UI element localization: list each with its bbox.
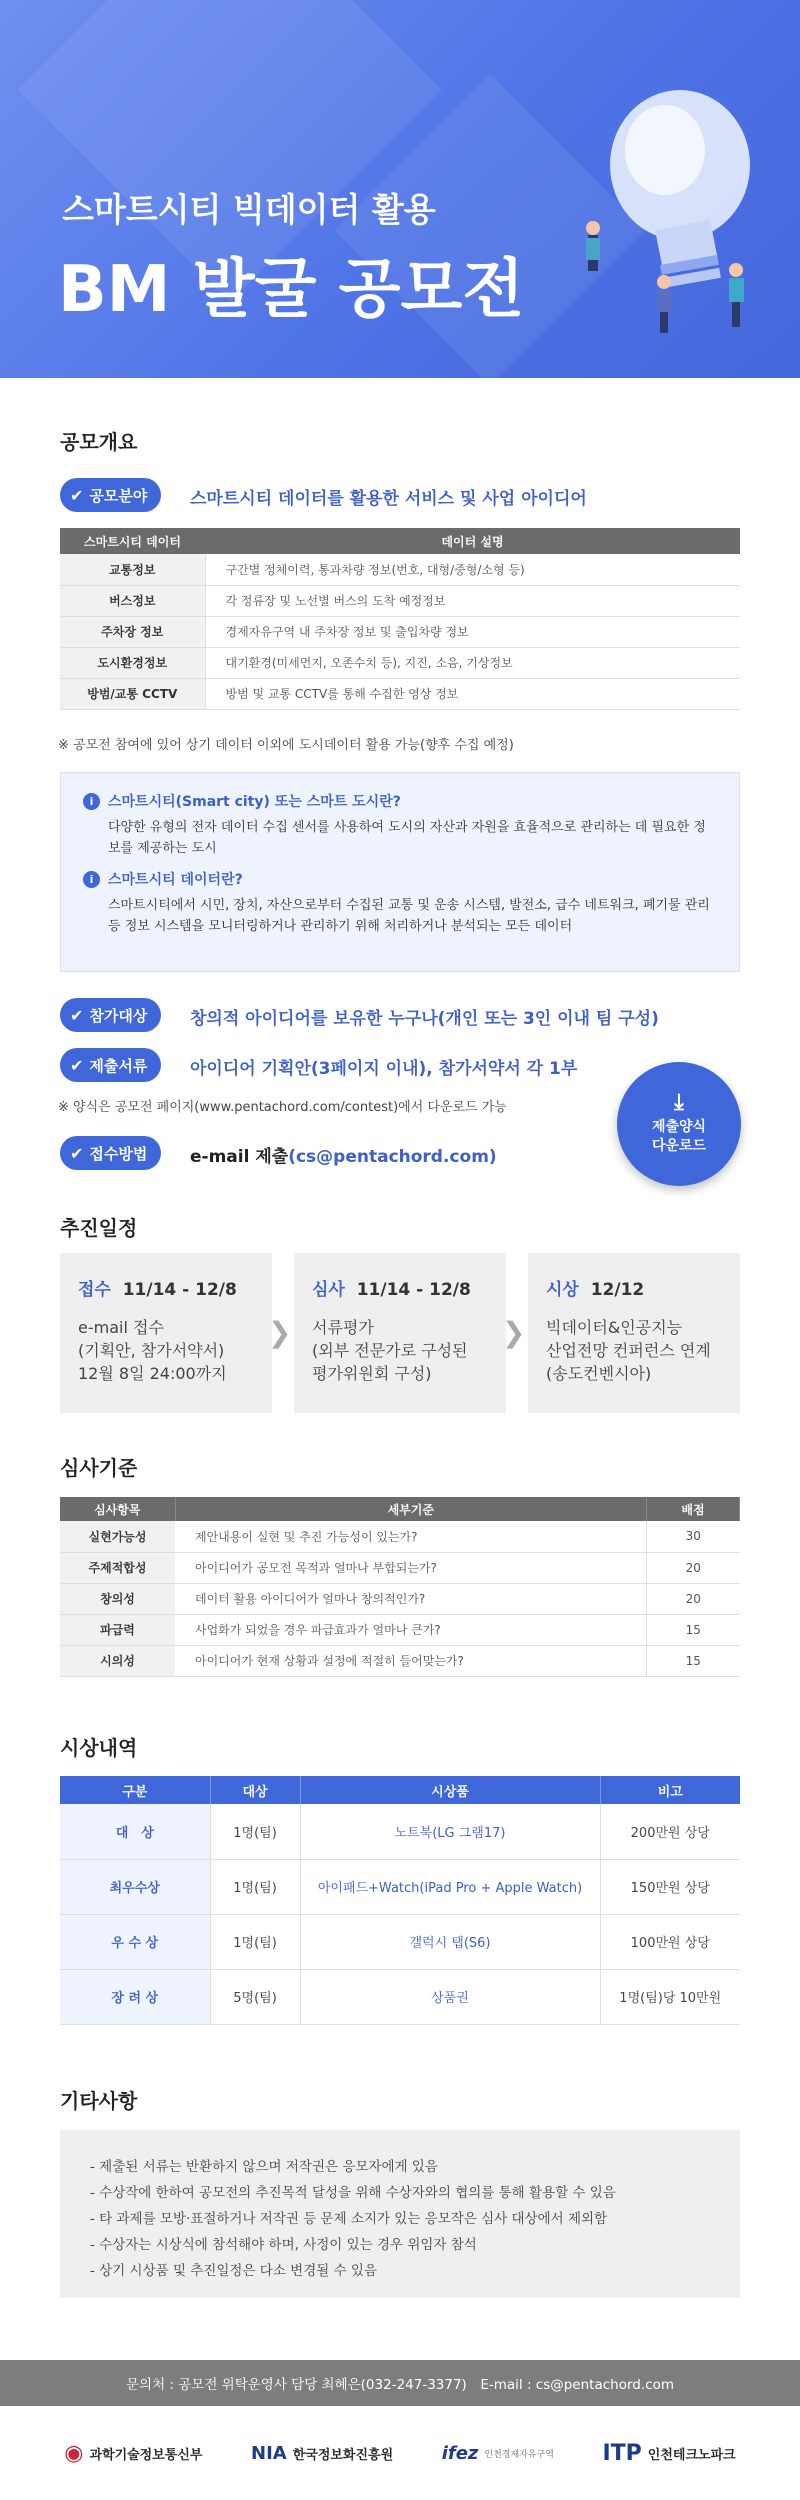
schedule-step: 접수 11/14 - 12/8 e-mail 접수 (기획안, 참가서약서) 12월 8일 24:00까지 bbox=[60, 1253, 272, 1413]
table-header: 데이터 설명 bbox=[205, 528, 740, 554]
info-icon: i bbox=[83, 793, 100, 810]
table-row: 주제적합성 아이디어가 공모전 목적과 얼마나 부합되는가? 20 bbox=[60, 1552, 740, 1583]
list-item: - 상기 시상품 및 추진일정은 다소 변경될 수 있음 bbox=[90, 2263, 377, 2279]
chevron-right-icon: ❯ bbox=[502, 1316, 526, 1349]
awards-heading: 시상내역 bbox=[60, 1736, 138, 1760]
criteria-table bbox=[60, 1497, 740, 1677]
download-form-button[interactable]: ⤓ 제출양식 다운로드 bbox=[617, 1062, 741, 1186]
itp-logo: ITP 인천테크노파크 bbox=[602, 2440, 736, 2466]
table-header: 세부기준 bbox=[175, 1497, 647, 1521]
data-note: ※ 공모전 참여에 있어 상기 데이터 이외에 도시데이터 활용 가능(향후 수집 예정) bbox=[58, 738, 514, 753]
etc-box bbox=[60, 2130, 740, 2298]
table-row: 실현가능성 제안내용이 실현 및 추진 가능성이 있는가? 30 bbox=[60, 1521, 740, 1552]
table-row: 창의성 데이터 활용 아이디어가 얼마나 창의적인가? 20 bbox=[60, 1583, 740, 1614]
info-title: 스마트시티(Smart city) 또는 스마트 도시란? bbox=[108, 794, 401, 810]
info-title: 스마트시티 데이터란? bbox=[108, 872, 243, 888]
table-header: 시상품 bbox=[300, 1776, 600, 1804]
docs-note: ※ 양식은 공모전 페이지(www.pentachord.com/contest)에서 다운로드 가능 bbox=[58, 1100, 507, 1115]
footer-contact: 문의처 : 공모전 위탁운영사 담당 최혜은(032-247-3377) E-mail : cs@pentachord.com bbox=[0, 2360, 800, 2406]
awards-table bbox=[60, 1776, 740, 2025]
list-item: - 제출된 서류는 반환하지 않으며 저작권은 응모자에게 있음 bbox=[90, 2159, 438, 2175]
table-row: 방범/교통 CCTV 방범 및 교통 CCTV를 통해 수집한 영상 정보 bbox=[60, 678, 740, 709]
target-text: 창의적 아이디어를 보유한 누구나(개인 또는 3인 이내 팀 구성) bbox=[190, 1009, 659, 1029]
check-icon: ✔ bbox=[70, 1005, 84, 1025]
check-icon: ✔ bbox=[70, 1143, 84, 1163]
ifez-logo: ifez 인천경제자유구역 bbox=[441, 2442, 554, 2464]
info-icon: i bbox=[83, 871, 100, 888]
data-table bbox=[60, 528, 740, 710]
overview-heading: 공모개요 bbox=[60, 430, 138, 454]
table-header: 배점 bbox=[647, 1497, 740, 1521]
download-icon: ⤓ bbox=[674, 1089, 684, 1115]
table-header: 대상 bbox=[210, 1776, 300, 1804]
table-row: 최우수상 1명(팀) 아이패드+Watch(iPad Pro + Apple Watch) 150만원 상당 bbox=[60, 1859, 740, 1914]
method-label-pill: ✔ 접수방법 bbox=[60, 1136, 161, 1170]
table-row: 주차장 정보 경제자유구역 내 주차장 정보 및 출입차량 정보 bbox=[60, 616, 740, 647]
criteria-heading: 심사기준 bbox=[60, 1456, 138, 1480]
table-row: 대 상 1명(팀) 노트북(LG 그램17) 200만원 상당 bbox=[60, 1804, 740, 1859]
etc-heading: 기타사항 bbox=[60, 2089, 138, 2113]
list-item: - 타 과제를 모방·표절하거나 저작권 등 문제 소지가 있는 응모작은 심사 대상에서 제외함 bbox=[90, 2211, 608, 2227]
table-header: 구분 bbox=[60, 1776, 210, 1804]
table-header: 심사항목 bbox=[60, 1497, 175, 1521]
list-item: - 수상작에 한하여 공모전의 추진목적 달성을 위해 수상자와의 협의를 통해 활용할 수 있음 bbox=[90, 2185, 616, 2201]
info-body: 다양한 유형의 전자 데이터 수집 센서를 사용하여 도시의 자산과 자원을 효율적으로 관리하는 데 필요한 정보를 제공하는 도시 bbox=[108, 820, 706, 856]
info-box bbox=[60, 772, 740, 972]
table-row: 장 려 상 5명(팀) 상품권 1명(팀)당 10만원 bbox=[60, 1969, 740, 2024]
table-row: 우 수 상 1명(팀) 갤럭시 탭(S6) 100만원 상당 bbox=[60, 1914, 740, 1969]
schedule-step: 시상 12/12 빅데이터&인공지능 산업전망 컨퍼런스 연계 (송도컨벤시아) bbox=[528, 1253, 740, 1413]
check-icon: ✔ bbox=[70, 1055, 84, 1075]
field-text: 스마트시티 데이터를 활용한 서비스 및 사업 아이디어 bbox=[190, 489, 587, 509]
contact-email[interactable]: (cs@pentachord.com) bbox=[288, 1147, 497, 1167]
hero-subtitle: 스마트시티 빅데이터 활용 bbox=[62, 190, 436, 229]
table-header: 비고 bbox=[600, 1776, 740, 1804]
list-item: - 수상자는 시상식에 참석해야 하며, 사정이 있는 경우 위임자 참석 bbox=[90, 2237, 477, 2253]
table-row: 교통정보 구간별 정체이력, 통과차량 정보(번호, 대형/중형/소형 등) bbox=[60, 554, 740, 585]
table-row: 도시환경정보 대기환경(미세먼지, 오존수치 등), 지진, 소음, 기상정보 bbox=[60, 647, 740, 678]
table-row: 버스정보 각 정류장 및 노선별 버스의 도착 예정정보 bbox=[60, 585, 740, 616]
field-label-pill: ✔ 공모분야 bbox=[60, 478, 161, 512]
msit-logo: ◉ 과학기술정보통신부 bbox=[64, 2440, 203, 2466]
lightbulb-illustration bbox=[560, 70, 780, 360]
chevron-right-icon: ❯ bbox=[268, 1316, 292, 1349]
hero-banner bbox=[0, 0, 800, 378]
schedule-heading: 추진일정 bbox=[60, 1216, 138, 1240]
check-icon: ✔ bbox=[70, 485, 84, 505]
nia-logo: NIA 한국정보화진흥원 bbox=[251, 2442, 394, 2464]
table-row: 파급력 사업화가 되었을 경우 파급효과가 얼마나 큰가? 15 bbox=[60, 1614, 740, 1645]
target-label-pill: ✔ 참가대상 bbox=[60, 998, 161, 1032]
schedule-step: 심사 11/14 - 12/8 서류평가 (외부 전문가로 구성된 평가위원회 구성) bbox=[294, 1253, 506, 1413]
docs-label-pill: ✔ 제출서류 bbox=[60, 1048, 161, 1082]
table-row: 시의성 아이디어가 현재 상황과 설정에 적절히 들어맞는가? 15 bbox=[60, 1645, 740, 1676]
method-text: e-mail 제출(cs@pentachord.com) bbox=[190, 1147, 497, 1167]
sponsor-logos bbox=[0, 2406, 800, 2500]
hero-title: BM 발굴 공모전 bbox=[58, 253, 525, 327]
info-body: 스마트시티에서 시민, 장치, 자산으로부터 수집된 교통 및 운송 시스템, 발전소, 급수 네트워크, 폐기물 관리 등 정보 시스템을 모니터링하거나 관리하기 위해 처리하거나 분석되는 모든 데이터 bbox=[108, 898, 710, 934]
table-header: 스마트시티 데이터 bbox=[60, 528, 205, 554]
docs-text: 아이디어 기획안(3페이지 이내), 참가서약서 각 1부 bbox=[190, 1059, 578, 1079]
